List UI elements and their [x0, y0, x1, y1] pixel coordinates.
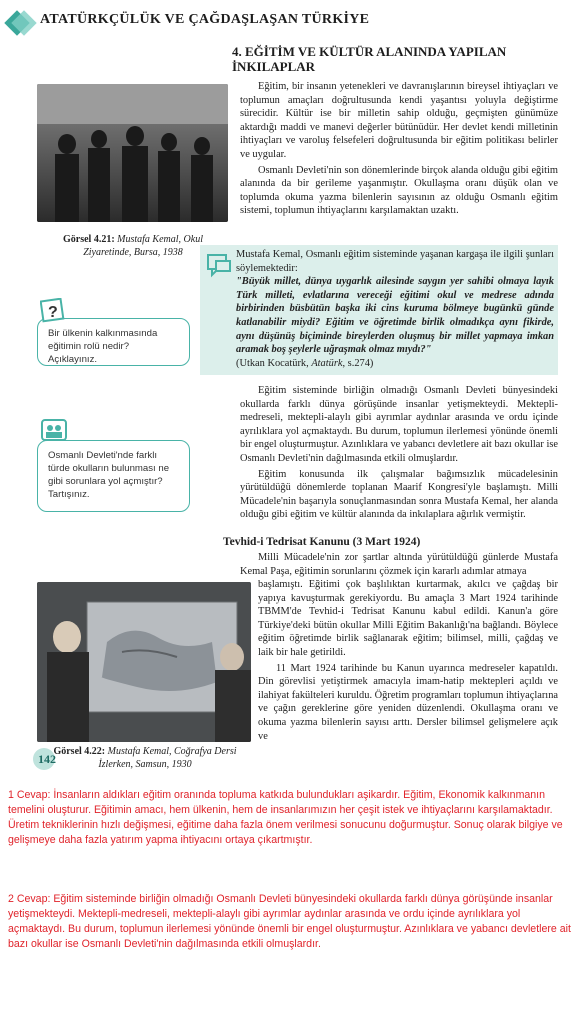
discussion-icon: [40, 418, 68, 446]
question-box-1: [37, 318, 190, 366]
photo-school-visit: [37, 84, 228, 222]
paragraph: başlamıştı. Eğitimi çok başlılıktan kurtarmak, akılcı ve çağdaş bir yapıya kavuşturmak gerekiyordu. Bu amaçla 3 Mart 1924 tarihinde TBMM'de Tevhid-i Tedrisat Kanunu kabul edildi. Kanun'a göre Türkiye'deki bütün okullar Milli Eğitim Bakanlığı'na bağlandı. Böylece eğitim öğretimde birlik sağlanarak eğitim; bilimsel, milli, çağdaş ve laik bir hale getirildi.: [258, 579, 558, 658]
photo-geography-lesson-image: [37, 582, 251, 742]
paragraph: Eğitim, bir insanın yetenekleri ve davranışlarının bireysel ihtiyaçları ve toplumun amaçları doğrultusunda kendi yaşantısı yoluyla değiştirme sürecidir. Kültür ise bir milletin sahip olduğu, geçmişten günümüze aktardığı maddi ve manevi değerler bütünüdür. Her devlet kendi milletinin ihtiyaçları ve varoluş felsefeleri doğrultusunda bir eğitim politikası belirler ve uygular.: [240, 81, 558, 160]
quote-source-work: Atatürk: [311, 357, 343, 369]
figure-caption-text: Mustafa Kemal, Coğrafya Dersi İzlerken, Samsun, 1930: [98, 746, 237, 770]
quote-content: [236, 248, 554, 370]
subheading-tevhid: Tevhid-i Tedrisat Kanunu (3 Mart 1924): [223, 536, 421, 548]
tevhid-text-top: [240, 551, 558, 578]
svg-text:?: ?: [48, 304, 58, 321]
page-number: 142: [38, 752, 56, 766]
paragraph: Eğitim sisteminde birliğin olmadığı Osmanlı Devleti bünyesindeki okullarda farklı dünya görüşünde insanlar yetişmekteydi. Mektepli-medreseli, mektepli-alaylı gibi ayrımlar aydınlar arasında ve ordu içinde ayrılıklara yol açmaktaydı. Bu durum, toplumun ilerlemesi yönünde önemli bir engel oluşturmuştur. Azınlıklara ve yabancı devletlere ait bazı okullar ise Osmanlı Devleti'nin dağılmasında etkili olmuşlardır.: [240, 385, 558, 464]
question-text-2: Osmanlı Devleti'nde farklı türde okulların bulunması ne gibi sorunlara yol açmıştır? Tartışınız.: [48, 450, 170, 500]
quote-icon: [204, 249, 234, 279]
figure-label: Görsel 4.22:: [53, 746, 106, 757]
unit-title: ATATÜRKÇÜLÜK VE ÇAĞDAŞLAŞAN TÜRKİYE: [40, 12, 370, 27]
answer-2: 2 Cevap: Eğitim sisteminde birliğin olmadığı Osmanlı Devleti bünyesindeki okullarda farklı dünya görüşünde insanlar yetişmekteydi. Mektepli-medreseli, mektepli-alaylı gibi ayrımlar aydınlar arasında ve ordu içinde ayrılıklara yol açmaktaydı. Bu durum, toplumun ilerlemesi yönünde önemli bir engel oluşturmuştur. Azınlıklara ve yabancı devletlere ait bazı okullar ise Osmanlı Devleti'nin dağılmasında etkili olmuşlardır.: [8, 893, 571, 950]
quote-source: [236, 357, 554, 371]
quote-source-page: , s.274): [342, 357, 374, 369]
paragraph: Milli Mücadele'nin zor şartlar altında yürütüldüğü günlerde Mustafa Kemal Paşa, eğitimin sorunlarını çözmek için kararlı adımlar atmaya: [240, 552, 558, 577]
section-title: 4. EĞİTİM VE KÜLTÜR ALANINDA YAPILAN İNKILAPLAR: [232, 44, 507, 74]
figure-caption-text: Mustafa Kemal, Okul Ziyaretinde, Bursa, 1938: [83, 234, 203, 258]
answer-1: 1 Cevap: İnsanların aldıkları eğitim oranında topluma katkıda bulundukları aşikardır. Eğitim, Ekonomik kalkınmanın temelini oluşturur. Eğitimin amacı, hem ülkenin, hem de insanlarımızın her çeşit istek ve ihtiyaçlarını karşılamaktadır. Üretim tekniklerinin hızlı değişmesi, eğitime daha fazla önem verilmesi sonucunu doğurmuştur. Sonuç olarak bilgiye ve gelişmeye daha fazla yatırım yapma ihtiyacını ortaya çıkartmıştır.: [8, 789, 563, 846]
question-mark-icon: [40, 298, 66, 324]
photo-school-visit-image: [37, 84, 228, 222]
tevhid-text-block: [258, 578, 558, 743]
middle-text-block: [240, 384, 558, 522]
paragraph: Eğitim konusunda ilk çalışmalar bağımsızlık mücadelesinin yürütüldüğü dönemlerde toplanan Maarif Kongresi'yle başlamıştı. Milli Mücadele'nin başarıyla sonuçlanmasından sonra Mustafa Kemal, her alanda olduğu gibi eğitim ve kültür alanında da inkılaplara ağırlık vermiştir.: [240, 468, 558, 521]
quote-source-author: (Utkan Kocatürk,: [236, 357, 312, 369]
question-box-2: [37, 440, 190, 512]
photo-geography-lesson: [37, 582, 251, 742]
quote-intro: Mustafa Kemal, Osmanlı eğitim sisteminde yaşanan kargaşa ile ilgili şunları söylemektedir:: [236, 249, 554, 274]
paragraph: 11 Mart 1924 tarihinde bu Kanun uyarınca medreseler kapatıldı. Din görevlisi yetiştirmek amacıyla imam-hatip mektepleri açıldı ve ilahiyat fakülteleri kuruldu. Öğretim programları toplumun ihtiyaçlarına ve çağın gereklerine göre yeniden düzenlendi. Okullaşma oranı ve okuma yazma bilenlerin sayısı arttı. Dersler bilimsel gelişmelere açık ve: [258, 662, 558, 742]
paragraph: Osmanlı Devleti'nin son dönemlerinde birçok alanda olduğu gibi eğitim alanında da bir gerileme yaşanmıştır. Okullaşma oranı düşük olan ve toplumda okuma yazma bilenlerin sayısının az olduğu Osmanlı eğitim sistemi, toplumun ihtiyaçlarını karşılamaktan uzaktı.: [240, 164, 558, 217]
question-text-1: Bir ülkenin kalkınmasında eğitimin rolü nedir? Açıklayınız.: [48, 328, 158, 365]
figure-label: Görsel 4.21:: [63, 234, 115, 245]
quote-text: "Büyük millet, dünya uygarlık ailesinde saygın yer sahibi olmaya layık Türk milleti, evlatlarına vereceği eğitimi okul ve medrese adında birbirinden büsbütün başka iki cins kuruma bölmeye bugünkü günde katlanabilir miydi? Eğitim ve öğretimde birlik olmadıkça aynı fikirde, aynı düşünüş biçiminde bireylerden oluşmuş bir millet yapmaya imkan aramak boş şeylerle uğraşmak olmaz mıydı?": [236, 276, 554, 356]
intro-text-block: [240, 80, 558, 218]
caption-figure-4-22: [50, 745, 240, 771]
